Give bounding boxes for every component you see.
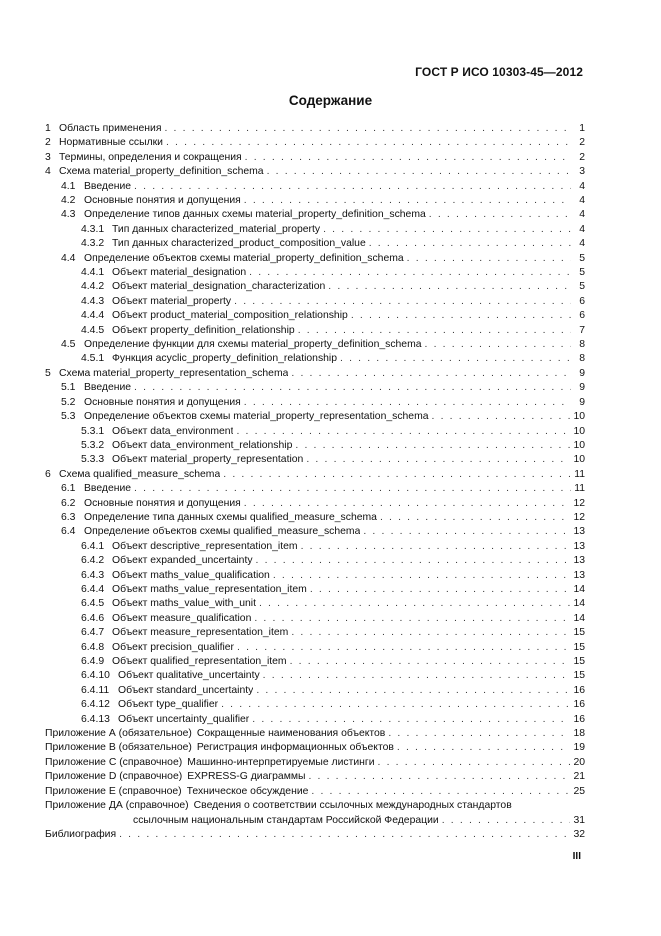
toc-entry-page: 31	[573, 814, 585, 826]
toc-entry-page: 14	[573, 612, 585, 624]
toc-entry[interactable]	[45, 785, 585, 799]
toc-entry[interactable]	[45, 698, 585, 712]
toc-leader-dots	[340, 352, 571, 366]
toc-leader-dots	[244, 194, 571, 208]
toc-entry-number: 6.4	[61, 526, 76, 538]
toc-entry-title-continued: ссылочным национальным стандартам Российской Федерации	[133, 814, 439, 826]
toc-entry[interactable]	[45, 828, 585, 842]
toc-entry-number: 4.4	[61, 252, 76, 264]
toc-leader-dots	[351, 309, 571, 323]
toc-entry[interactable]	[45, 540, 585, 554]
toc-entry-page: 10	[573, 425, 585, 437]
toc-entry-page: 11	[574, 468, 585, 480]
toc-entry[interactable]	[45, 453, 585, 467]
toc-leader-dots	[245, 151, 571, 165]
toc-entry-number: 4.3.2	[81, 238, 105, 250]
toc-leader-dots	[134, 381, 571, 395]
toc-leader-dots	[298, 324, 571, 338]
toc-entry-number: 6.4.12	[81, 699, 110, 711]
toc-entry-title: Объект maths_value_representation_item	[112, 583, 307, 595]
toc-entry-title: Объект material_property_representation	[112, 454, 304, 466]
toc-entry[interactable]	[45, 136, 585, 150]
toc-leader-dots	[369, 237, 571, 251]
toc-entry-page: 15	[573, 656, 585, 668]
toc-leader-dots	[221, 698, 570, 712]
toc-entry[interactable]	[45, 669, 585, 683]
toc-entry[interactable]	[45, 525, 585, 539]
toc-entry[interactable]	[45, 295, 585, 309]
toc-entry-title: Объект material_designation_characterization	[112, 281, 326, 293]
toc-leader-dots	[442, 814, 571, 828]
toc-entry-number: 5.2	[61, 396, 76, 408]
toc-entry-title: Техническое обсуждение	[186, 785, 309, 797]
toc-entry[interactable]	[45, 367, 585, 381]
toc-entry-title: Область применения	[59, 122, 162, 134]
toc-entry[interactable]	[45, 338, 585, 352]
toc-entry-title: Сведения о соответствии ссылочных международных стандартов	[193, 800, 512, 812]
toc-entry-page: 9	[579, 396, 585, 408]
toc-entry-title: Определение объектов схемы material_property_definition_schema	[84, 252, 404, 264]
toc-entry-page: 4	[579, 209, 585, 221]
toc-entry-number: 6	[45, 468, 51, 480]
toc-leader-dots	[311, 785, 570, 799]
toc-leader-dots	[388, 727, 570, 741]
toc-entry-number: 5.3.2	[81, 439, 105, 451]
toc-entry-number: 4.5.1	[81, 353, 105, 365]
toc-entry[interactable]	[45, 266, 585, 280]
toc-entry-number: Приложение С (справочное)	[45, 756, 183, 768]
toc-leader-dots	[244, 396, 571, 410]
toc-entry-page: 9	[579, 367, 585, 379]
toc-entry[interactable]	[45, 641, 585, 655]
toc-entry-page: 8	[579, 339, 585, 351]
toc-entry-number: 6.4.11	[81, 684, 110, 696]
toc-entry[interactable]	[45, 626, 585, 640]
toc-entry[interactable]	[45, 468, 585, 482]
toc-entry[interactable]	[45, 194, 585, 208]
toc-entry-number: 3	[45, 151, 51, 163]
toc-entry[interactable]	[45, 741, 585, 755]
toc-leader-dots	[378, 756, 571, 770]
toc-entry-title: Объект type_qualifier	[118, 699, 219, 711]
toc-entry-title: Объект maths_value_qualification	[112, 569, 270, 581]
toc-entry-title: Схема material_property_representation_schema	[59, 367, 289, 379]
toc-entry-title: Регистрация информационных объектов	[196, 742, 394, 754]
toc-entry-number: 6.2	[61, 497, 76, 509]
toc-leader-dots	[273, 569, 571, 583]
toc-entry[interactable]	[45, 597, 585, 611]
toc-leader-dots	[323, 223, 571, 237]
toc-entry[interactable]	[45, 727, 585, 741]
toc-entry-page: 11	[574, 483, 585, 495]
toc-leader-dots	[259, 597, 570, 611]
toc-entry-page: 2	[579, 137, 585, 149]
toc-leader-dots	[234, 295, 571, 309]
toc-entry-title: Объект expanded_uncertainty	[112, 555, 253, 567]
toc-entry-page: 20	[573, 756, 585, 768]
toc-entry[interactable]	[45, 237, 585, 251]
toc-entry-page: 12	[573, 511, 585, 523]
toc-entry-page: 13	[573, 526, 585, 538]
toc-entry-number: 4.1	[61, 180, 76, 192]
toc-entry-page: 15	[573, 641, 585, 653]
toc-leader-dots	[252, 713, 570, 727]
toc-entry[interactable]	[45, 684, 585, 698]
toc-entry[interactable]	[45, 180, 585, 194]
toc-entry-page: 13	[573, 555, 585, 567]
toc-leader-dots	[328, 280, 571, 294]
toc-entry-title: Объект measure_qualification	[112, 612, 252, 624]
toc-entry[interactable]	[45, 799, 585, 828]
toc-entry-page: 7	[579, 324, 585, 336]
toc-leader-dots	[306, 453, 570, 467]
toc-entry[interactable]	[45, 280, 585, 294]
toc-leader-dots	[301, 540, 571, 554]
toc-entry-number: 4.3	[61, 209, 76, 221]
toc-entry[interactable]	[45, 208, 585, 222]
toc-entry-page: 25	[573, 785, 585, 797]
toc-entry[interactable]	[45, 396, 585, 410]
toc-entry-number: Приложение ДА (справочное)	[45, 800, 189, 812]
toc-entry-title: Схема material_property_definition_schema	[59, 166, 264, 178]
toc-entry-number: 4	[45, 166, 51, 178]
toc-entry-page: 2	[579, 151, 585, 163]
toc-entry-title: Объект product_material_composition_relationship	[112, 310, 348, 322]
page-number: III	[572, 851, 581, 862]
toc-entry[interactable]	[45, 497, 585, 511]
toc-entry-page: 16	[573, 699, 585, 711]
toc-entry-number: 6.4.3	[81, 569, 105, 581]
toc-leader-dots	[310, 583, 571, 597]
toc-entry-number: 4.4.5	[81, 324, 105, 336]
toc-entry-page: 3	[579, 166, 585, 178]
toc-leader-dots	[425, 338, 571, 352]
toc-entry-number: 6.3	[61, 511, 76, 523]
toc-leader-dots	[164, 122, 571, 136]
toc-entry-title: Тип данных characterized_product_composition_value	[112, 238, 366, 250]
toc-entry[interactable]	[45, 381, 585, 395]
toc-entry-number: 4.4.4	[81, 310, 105, 322]
toc-entry[interactable]	[45, 511, 585, 525]
toc-entry-number: 6.4.6	[81, 612, 105, 624]
toc-entry-second-line	[45, 814, 585, 828]
toc-leader-dots	[291, 367, 571, 381]
toc-entry-title: Функция acyclic_property_definition_relationship	[112, 353, 338, 365]
toc-entry-number: 6.4.5	[81, 598, 105, 610]
toc-entry-page: 15	[573, 627, 585, 639]
toc-entry-title: Основные понятия и допущения	[84, 396, 241, 408]
toc-entry-number: 4.4.2	[81, 281, 105, 293]
toc-leader-dots	[256, 554, 571, 568]
toc-leader-dots	[119, 828, 570, 842]
toc-entry[interactable]	[45, 569, 585, 583]
toc-entry[interactable]	[45, 410, 585, 424]
toc-entry-title: Сокращенные наименования объектов	[196, 728, 386, 740]
toc-entry-page: 16	[573, 713, 585, 725]
toc-entry-page: 1	[579, 122, 585, 134]
toc-leader-dots	[263, 669, 571, 683]
toc-entry-number: 1	[45, 122, 51, 134]
toc-entry-title: Объект data_environment	[112, 425, 234, 437]
toc-entry-title: Объект material_designation	[112, 267, 247, 279]
toc-leader-dots	[166, 136, 571, 150]
toc-entry-page: 12	[573, 497, 585, 509]
toc-entry-title: Введение	[84, 180, 132, 192]
toc-entry-page: 6	[579, 295, 585, 307]
toc-leader-dots	[407, 252, 571, 266]
toc-entry[interactable]	[45, 165, 585, 179]
toc-entry-number: 6.4.8	[81, 641, 105, 653]
toc-entry-page: 32	[573, 828, 585, 840]
toc-entry-page: 5	[579, 281, 585, 293]
toc-leader-dots	[249, 266, 571, 280]
toc-entry-title: Объект standard_uncertainty	[118, 684, 254, 696]
toc-entry-number: Приложение А (обязательное)	[45, 728, 192, 740]
toc-entry-title: Определение функции для схемы material_property_definition_schema	[84, 339, 422, 351]
toc-leader-dots	[363, 525, 570, 539]
toc-entry-number: 5.3.1	[81, 425, 105, 437]
toc-entry-page: 19	[573, 742, 585, 754]
toc-entry-number: 5.3	[61, 411, 76, 423]
toc-entry[interactable]	[45, 252, 585, 266]
toc-entry-title: Объект data_environment_relationship	[112, 439, 293, 451]
toc-entry-number: 4.4.1	[81, 267, 105, 279]
toc-entry-title: Основные понятия и допущения	[84, 497, 241, 509]
toc-leader-dots	[237, 641, 570, 655]
toc-entry-number: 4.4.3	[81, 295, 105, 307]
toc-entry-number: 6.1	[61, 483, 76, 495]
toc-entry[interactable]	[45, 655, 585, 669]
toc-entry-number: Приложение Е (справочное)	[45, 785, 182, 797]
toc-entry-number: 4.3.1	[81, 223, 105, 235]
toc-entry-page: 14	[573, 598, 585, 610]
toc-entry-page: 5	[579, 252, 585, 264]
toc-leader-dots	[256, 684, 570, 698]
toc-entry-number: Приложение В (обязательное)	[45, 742, 192, 754]
toc-entry[interactable]	[45, 583, 585, 597]
toc-entry[interactable]	[45, 353, 585, 367]
document-id: ГОСТ Р ИСО 10303-45—2012	[415, 65, 583, 79]
toc-entry-number: 5.1	[61, 382, 76, 394]
toc-entry-page: 9	[579, 382, 585, 394]
toc-entry-page: 21	[573, 771, 585, 783]
toc-leader-dots	[134, 482, 571, 496]
toc-entry-number: 6.4.9	[81, 656, 105, 668]
toc-entry-page: 18	[573, 728, 585, 740]
toc-entry-page: 4	[579, 180, 585, 192]
toc-entry-number: 6.4.10	[81, 670, 110, 682]
toc-entry-title: EXPRESS-G диаграммы	[187, 771, 306, 783]
toc-entry-number: 6.4.7	[81, 627, 105, 639]
toc-entry[interactable]	[45, 482, 585, 496]
toc-entry-title: Объект precision_qualifier	[112, 641, 235, 653]
toc-entry[interactable]	[45, 770, 585, 784]
toc-entry-page: 6	[579, 310, 585, 322]
toc-entry-title: Объект property_definition_relationship	[112, 324, 295, 336]
toc-entry-page: 4	[579, 195, 585, 207]
toc-entry-title: Объект qualitative_uncertainty	[118, 670, 260, 682]
toc-entry-number: 5.3.3	[81, 454, 105, 466]
toc-entry-title: Определение объектов схемы qualified_measure_schema	[84, 526, 361, 538]
toc-entry-page: 4	[579, 238, 585, 250]
toc-entry-first-line	[45, 799, 585, 813]
toc-entry-number: 2	[45, 137, 51, 149]
toc-entry-title: Термины, определения и сокращения	[59, 151, 242, 163]
toc-entry[interactable]	[45, 554, 585, 568]
toc-entry-title: Объект maths_value_with_unit	[112, 598, 256, 610]
toc-entry[interactable]	[45, 756, 585, 770]
toc-entry[interactable]	[45, 151, 585, 165]
toc-leader-dots	[223, 468, 571, 482]
toc-leader-dots	[308, 770, 570, 784]
toc-entry[interactable]	[45, 122, 585, 136]
toc-leader-dots	[254, 612, 570, 626]
toc-entry-title: Определение типа данных схемы qualified_measure_schema	[84, 511, 377, 523]
toc-entry[interactable]	[45, 713, 585, 727]
toc-entry-title: Схема qualified_measure_schema	[59, 468, 221, 480]
toc-entry-title: Тип данных characterized_material_property	[112, 223, 321, 235]
toc-entry-title: Объект qualified_representation_item	[112, 656, 287, 668]
toc-entry-title: Определение объектов схемы material_property_representation_schema	[84, 411, 429, 423]
toc-entry[interactable]	[45, 612, 585, 626]
toc-entry-title: Основные понятия и допущения	[84, 195, 241, 207]
toc-entry-number: 6.4.1	[81, 540, 105, 552]
toc-entry-number: 4.5	[61, 339, 76, 351]
toc-entry-number: 5	[45, 367, 51, 379]
toc-entry[interactable]	[45, 425, 585, 439]
toc-entry-title: Объект uncertainty_qualifier	[118, 713, 250, 725]
toc-entry-title: Библиография	[45, 828, 117, 840]
toc-entry-number: 6.4.2	[81, 555, 105, 567]
toc-entry-page: 13	[573, 540, 585, 552]
toc-leader-dots	[429, 208, 571, 222]
toc-entry-page: 14	[573, 583, 585, 595]
toc-entry-title: Объект material_property	[112, 295, 232, 307]
toc-leader-dots	[236, 425, 570, 439]
toc-leader-dots	[380, 511, 571, 525]
toc-leader-dots	[267, 165, 571, 179]
toc-leader-dots	[432, 410, 571, 424]
toc-entry[interactable]	[45, 223, 585, 237]
toc-leader-dots	[291, 626, 570, 640]
toc-entry-page: 15	[573, 670, 585, 682]
toc-entry-page: 5	[579, 267, 585, 279]
toc-entry-title: Нормативные ссылки	[59, 137, 163, 149]
page-title: Содержание	[288, 93, 373, 108]
toc-entry-page: 8	[579, 353, 585, 365]
toc-entry-page: 16	[573, 684, 585, 696]
toc-entry-number: 6.4.4	[81, 583, 105, 595]
toc-entry-page: 10	[573, 439, 585, 451]
toc-entry-page: 13	[573, 569, 585, 581]
table-of-contents	[45, 122, 585, 842]
toc-entry-title: Объект measure_representation_item	[112, 627, 289, 639]
toc-entry-title: Объект descriptive_representation_item	[112, 540, 298, 552]
toc-leader-dots	[397, 741, 571, 755]
toc-leader-dots	[295, 439, 570, 453]
toc-leader-dots	[244, 497, 571, 511]
toc-leader-dots	[134, 180, 571, 194]
toc-entry-page: 10	[573, 411, 585, 423]
toc-entry-number: 6.4.13	[81, 713, 110, 725]
toc-entry-title: Введение	[84, 483, 132, 495]
toc-entry-number: Приложение D (справочное)	[45, 771, 183, 783]
toc-entry-title: Введение	[84, 382, 132, 394]
toc-entry-title: Машинно-интерпретируемые листинги	[187, 756, 375, 768]
toc-leader-dots	[290, 655, 571, 669]
toc-entry-page: 10	[573, 454, 585, 466]
toc-entry[interactable]	[45, 309, 585, 323]
toc-entry-page: 4	[579, 223, 585, 235]
toc-entry[interactable]	[45, 324, 585, 338]
toc-entry[interactable]	[45, 439, 585, 453]
toc-entry-number: 4.2	[61, 195, 76, 207]
toc-entry-title: Определение типов данных схемы material_property_definition_schema	[84, 209, 426, 221]
